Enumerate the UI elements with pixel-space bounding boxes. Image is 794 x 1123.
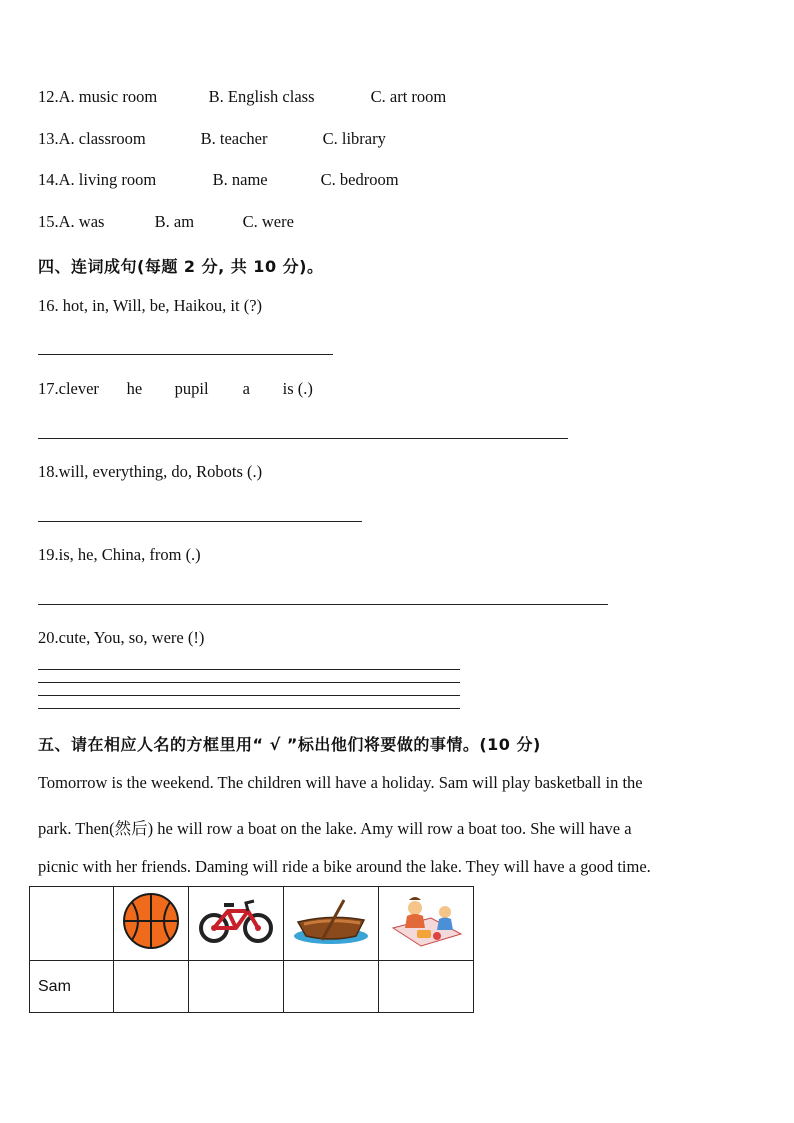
picnic-cell bbox=[379, 887, 474, 961]
answer-line[interactable] bbox=[38, 604, 608, 605]
question-16: 16. hot, in, Will, be, Haikou, it (?) bbox=[38, 296, 263, 315]
check-box[interactable] bbox=[114, 961, 189, 1013]
table-header-row bbox=[30, 887, 474, 961]
option-c: C. were bbox=[242, 212, 294, 231]
answer-line[interactable] bbox=[38, 669, 460, 670]
answer-line[interactable] bbox=[38, 438, 568, 439]
answer-line[interactable] bbox=[38, 521, 362, 522]
option-a: A. classroom bbox=[58, 129, 146, 148]
question-15: 15.A. was B. am C. were bbox=[38, 212, 294, 231]
check-box[interactable] bbox=[379, 961, 474, 1013]
option-b: B. am bbox=[154, 212, 195, 231]
basketball-cell bbox=[114, 887, 189, 961]
passage-line-1: Tomorrow is the weekend. The children will have a holiday. Sam will play basketball in the bbox=[38, 773, 643, 792]
question-20: 20.cute, You, so, were (!) bbox=[38, 628, 205, 647]
section-5-title: 五、请在相应人名的方框里用“ √ ”标出他们将要做的事情。(10 分) bbox=[38, 735, 541, 754]
activity-table bbox=[29, 886, 474, 1013]
question-19: 19.is, he, China, from (.) bbox=[38, 545, 201, 564]
option-c: C. art room bbox=[370, 87, 447, 106]
option-c: C. library bbox=[322, 129, 386, 148]
question-13: 13.A. classroom B. teacher C. library bbox=[38, 129, 386, 148]
question-14: 14.A. living room B. name C. bedroom bbox=[38, 170, 399, 189]
question-18: 18.will, everything, do, Robots (.) bbox=[38, 462, 263, 481]
answer-line[interactable] bbox=[38, 682, 460, 683]
table-row bbox=[30, 961, 474, 1013]
question-17: 17.clever he pupil a is (.) bbox=[38, 379, 313, 398]
option-a: A. was bbox=[58, 212, 105, 231]
option-c: C. bedroom bbox=[320, 170, 399, 189]
option-a: A. music room bbox=[58, 87, 158, 106]
check-box[interactable] bbox=[284, 961, 379, 1013]
name-cell: Sam bbox=[30, 961, 114, 1013]
question-12: 12.A. music room B. English class C. art room bbox=[38, 87, 447, 106]
boat-cell bbox=[284, 887, 379, 961]
option-b: B. name bbox=[212, 170, 268, 189]
check-box[interactable] bbox=[189, 961, 284, 1013]
rowboat-icon bbox=[292, 896, 370, 946]
bicycle-cell bbox=[189, 887, 284, 961]
section-4-title: 四、连词成句(每题 2 分, 共 10 分)。 bbox=[38, 257, 324, 276]
passage-line-3: picnic with her friends. Daming will ride a bike around the lake. They will have a good time. bbox=[38, 857, 651, 876]
answer-line[interactable] bbox=[38, 354, 333, 355]
answer-line[interactable] bbox=[38, 695, 460, 696]
passage-line-2: park. Then(然后) he will row a boat on the lake. Amy will row a boat too. She will have a bbox=[38, 819, 632, 838]
empty-cell bbox=[30, 887, 114, 961]
answer-line[interactable] bbox=[38, 708, 460, 709]
bicycle-icon bbox=[198, 897, 274, 945]
option-a: A. living room bbox=[58, 170, 157, 189]
basketball-icon bbox=[122, 892, 180, 950]
option-b: B. English class bbox=[208, 87, 315, 106]
picnic-icon bbox=[387, 894, 465, 948]
option-b: B. teacher bbox=[200, 129, 268, 148]
